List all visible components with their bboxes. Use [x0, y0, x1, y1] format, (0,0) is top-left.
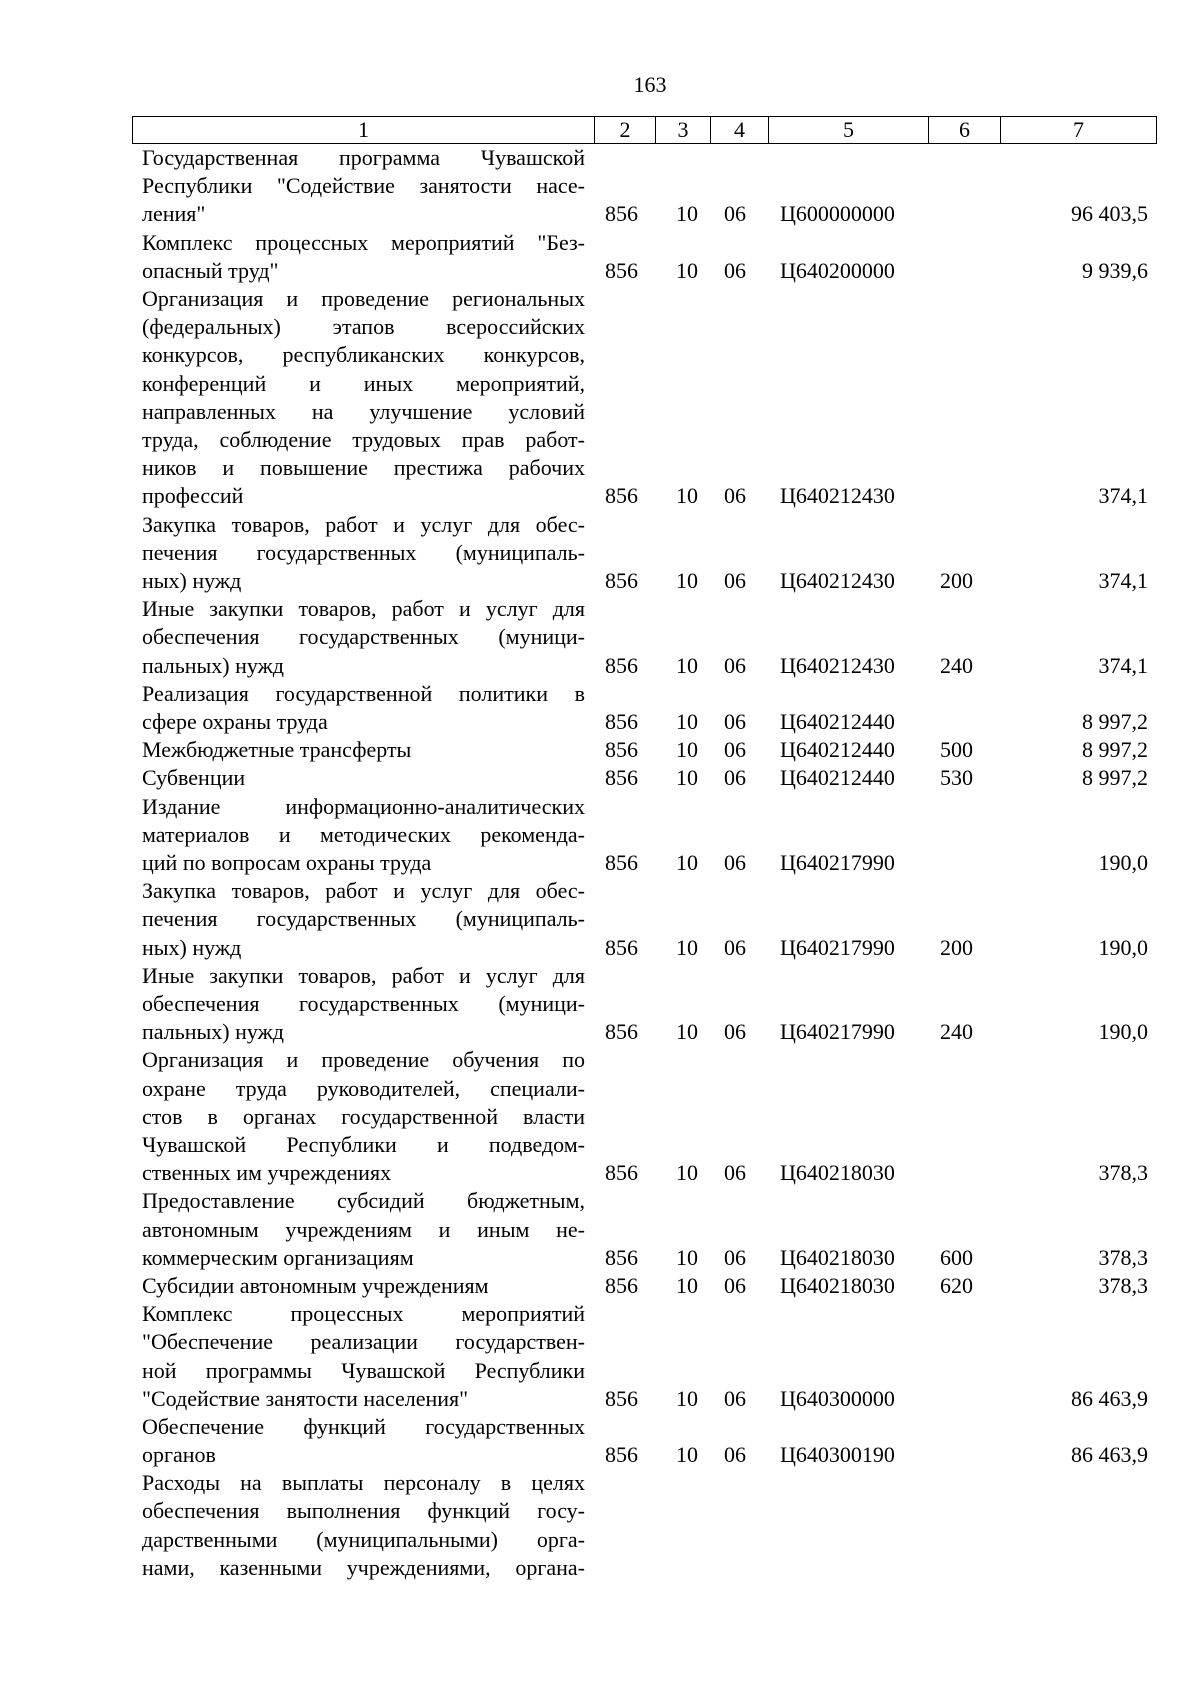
description-line: профессий — [142, 483, 244, 509]
subsection-code-cell: 06 — [724, 257, 746, 283]
amount-cell: 374,1 — [1098, 567, 1148, 593]
table-row — [0, 1300, 1200, 1413]
subsection-code-cell: 06 — [724, 483, 746, 509]
description-line: "Обеспечение реализации государствен- — [142, 1329, 585, 1355]
expense-type-code-cell: 240 — [940, 652, 973, 678]
row-description — [142, 793, 585, 878]
row-description — [142, 1413, 585, 1469]
column-header-2: 2 — [595, 117, 656, 144]
ministry-code-cell: 856 — [605, 1442, 638, 1468]
ministry-code-cell: 856 — [605, 849, 638, 875]
subsection-code-cell: 06 — [724, 708, 746, 734]
description-line: Субвенции — [142, 765, 246, 791]
subsection-code-cell: 06 — [724, 849, 746, 875]
description-line: материалов и методических рекоменда- — [142, 821, 585, 847]
subsection-code-cell: 06 — [724, 1244, 746, 1270]
target-article-code-cell: Ц600000000 — [780, 201, 895, 227]
section-code-cell: 10 — [676, 652, 698, 678]
table-row — [0, 1469, 1200, 1582]
ministry-code-cell: 856 — [605, 567, 638, 593]
description-line: ных) нужд — [142, 934, 242, 960]
description-line: ных) нужд — [142, 567, 242, 593]
row-description — [142, 1469, 585, 1582]
expense-type-code-cell: 600 — [940, 1244, 973, 1270]
ministry-code-cell: 856 — [605, 1272, 638, 1298]
table-row — [0, 793, 1200, 878]
section-code-cell: 10 — [676, 567, 698, 593]
description-line: коммерческим организациям — [142, 1244, 414, 1270]
description-line: ственных им учреждениях — [142, 1160, 392, 1186]
column-header-6: 6 — [929, 117, 1001, 144]
description-line: обеспечения государственных (муници- — [142, 990, 585, 1016]
section-code-cell: 10 — [676, 483, 698, 509]
ministry-code-cell: 856 — [605, 737, 638, 763]
description-line: Реализация государственной политики в — [142, 680, 585, 706]
ministry-code-cell: 856 — [605, 483, 638, 509]
subsection-code-cell: 06 — [724, 737, 746, 763]
column-header-3: 3 — [656, 117, 711, 144]
expense-type-code-cell: 500 — [940, 737, 973, 763]
amount-cell: 9 939,6 — [1082, 257, 1148, 283]
description-line: обеспечения государственных (муници- — [142, 624, 585, 650]
row-description — [142, 595, 585, 680]
description-line: печения государственных (муниципаль- — [142, 539, 585, 565]
table-row — [0, 511, 1200, 596]
target-article-code-cell: Ц640212430 — [780, 483, 895, 509]
section-code-cell: 10 — [676, 1019, 698, 1045]
ministry-code-cell: 856 — [605, 257, 638, 283]
description-line: Иные закупки товаров, работ и услуг для — [142, 962, 585, 988]
subsection-code-cell: 06 — [724, 1019, 746, 1045]
description-line: Закупка товаров, работ и услуг для обес- — [142, 878, 585, 904]
ministry-code-cell: 856 — [605, 1385, 638, 1411]
amount-cell: 8 997,2 — [1082, 708, 1148, 734]
subsection-code-cell: 06 — [724, 1385, 746, 1411]
subsection-code-cell: 06 — [724, 201, 746, 227]
ministry-code-cell: 856 — [605, 1160, 638, 1186]
target-article-code-cell: Ц640200000 — [780, 257, 895, 283]
amount-cell: 190,0 — [1098, 934, 1148, 960]
description-line: Расходы на выплаты персоналу в целях — [142, 1470, 585, 1496]
amount-cell: 190,0 — [1098, 1019, 1148, 1045]
column-header-5: 5 — [769, 117, 929, 144]
description-line: пальных) нужд — [142, 1019, 285, 1045]
target-article-code-cell: Ц640218030 — [780, 1244, 895, 1270]
amount-cell: 378,3 — [1098, 1244, 1148, 1270]
description-line: органов — [142, 1442, 216, 1468]
section-code-cell: 10 — [676, 1442, 698, 1468]
amount-cell: 374,1 — [1098, 652, 1148, 678]
row-description — [142, 229, 585, 285]
target-article-code-cell: Ц640217990 — [780, 849, 895, 875]
subsection-code-cell: 06 — [724, 1160, 746, 1186]
row-description — [142, 144, 585, 229]
row-description — [142, 736, 585, 764]
description-line: конкурсов, республиканских конкурсов, — [142, 342, 585, 368]
ministry-code-cell: 856 — [605, 1244, 638, 1270]
target-article-code-cell: Ц640217990 — [780, 1019, 895, 1045]
row-description — [142, 1272, 585, 1300]
column-header-4: 4 — [711, 117, 769, 144]
expense-type-code-cell: 200 — [940, 934, 973, 960]
description-line: Предоставление субсидий бюджетным, — [142, 1188, 585, 1214]
table-row — [0, 877, 1200, 962]
row-description — [142, 877, 585, 962]
description-line: стов в органах государственной власти — [142, 1103, 585, 1129]
description-line: ций по вопросам охраны труда — [142, 849, 432, 875]
expense-type-code-cell: 240 — [940, 1019, 973, 1045]
section-code-cell: 10 — [676, 1160, 698, 1186]
amount-cell: 8 997,2 — [1082, 737, 1148, 763]
description-line: Чувашской Республики и подведом- — [142, 1131, 585, 1157]
description-line: охране труда руководителей, специали- — [142, 1075, 585, 1101]
target-article-code-cell: Ц640212440 — [780, 708, 895, 734]
ministry-code-cell: 856 — [605, 201, 638, 227]
description-line: опасный труд" — [142, 257, 279, 283]
expense-type-code-cell: 530 — [940, 765, 973, 791]
amount-cell: 378,3 — [1098, 1272, 1148, 1298]
target-article-code-cell: Ц640300190 — [780, 1442, 895, 1468]
description-line: обеспечения выполнения функций госу- — [142, 1498, 585, 1524]
page-number: 163 — [633, 72, 667, 97]
description-line: "Содействие занятости населения" — [142, 1385, 469, 1411]
description-line: Субсидии автономным учреждениям — [142, 1272, 489, 1298]
section-code-cell: 10 — [676, 257, 698, 283]
section-code-cell: 10 — [676, 201, 698, 227]
description-line: Организация и проведение обучения по — [142, 1047, 585, 1073]
row-description — [142, 680, 585, 736]
description-line: Государственная программа Чувашской — [142, 145, 585, 170]
amount-cell: 374,1 — [1098, 483, 1148, 509]
ministry-code-cell: 856 — [605, 708, 638, 734]
table-row — [0, 229, 1200, 285]
target-article-code-cell: Ц640300000 — [780, 1385, 895, 1411]
row-description — [142, 511, 585, 596]
description-line: дарственными (муниципальными) орга- — [142, 1526, 585, 1552]
expense-type-code-cell: 200 — [940, 567, 973, 593]
description-line: печения государственных (муниципаль- — [142, 906, 585, 932]
row-description — [142, 1046, 585, 1187]
description-line: ной программы Чувашской Республики — [142, 1357, 585, 1383]
ministry-code-cell: 856 — [605, 765, 638, 791]
column-header-7: 7 — [1001, 117, 1157, 144]
description-line: пальных) нужд — [142, 652, 285, 678]
description-line: труда, соблюдение трудовых прав работ- — [142, 427, 585, 452]
amount-cell: 378,3 — [1098, 1160, 1148, 1186]
table-row — [0, 1272, 1200, 1300]
description-line: ления" — [142, 201, 206, 227]
description-line: Межбюджетные трансферты — [142, 737, 412, 763]
target-article-code-cell: Ц640212440 — [780, 765, 895, 791]
column-header-1: 1 — [133, 117, 595, 144]
section-code-cell: 10 — [676, 765, 698, 791]
ministry-code-cell: 856 — [605, 652, 638, 678]
description-line: автономным учреждениям и иным не- — [142, 1216, 585, 1242]
ministry-code-cell: 856 — [605, 934, 638, 960]
section-code-cell: 10 — [676, 1272, 698, 1298]
target-article-code-cell: Ц640212430 — [780, 567, 895, 593]
table-row — [0, 144, 1200, 229]
section-code-cell: 10 — [676, 708, 698, 734]
description-line: (федеральных) этапов всероссийских — [142, 314, 585, 340]
row-description — [142, 962, 585, 1047]
description-line: Закупка товаров, работ и услуг для обес- — [142, 511, 585, 537]
description-line: Обеспечение функций государственных — [142, 1413, 585, 1439]
amount-cell: 190,0 — [1098, 849, 1148, 875]
column-header-row — [132, 116, 1157, 144]
description-line: направленных на улучшение условий — [142, 398, 585, 424]
row-description — [142, 1300, 585, 1413]
table-row — [0, 764, 1200, 792]
subsection-code-cell: 06 — [724, 652, 746, 678]
amount-cell: 8 997,2 — [1082, 765, 1148, 791]
subsection-code-cell: 06 — [724, 765, 746, 791]
expense-type-code-cell: 620 — [940, 1272, 973, 1298]
table-row — [0, 1046, 1200, 1187]
section-code-cell: 10 — [676, 934, 698, 960]
subsection-code-cell: 06 — [724, 567, 746, 593]
section-code-cell: 10 — [676, 737, 698, 763]
ministry-code-cell: 856 — [605, 1019, 638, 1045]
target-article-code-cell: Ц640217990 — [780, 934, 895, 960]
subsection-code-cell: 06 — [724, 1272, 746, 1298]
table-row — [0, 1187, 1200, 1272]
description-line: Иные закупки товаров, работ и услуг для — [142, 596, 585, 622]
description-line: Издание информационно-аналитических — [142, 793, 585, 819]
target-article-code-cell: Ц640212440 — [780, 737, 895, 763]
target-article-code-cell: Ц640218030 — [780, 1160, 895, 1186]
description-line: сфере охраны труда — [142, 708, 328, 734]
description-line: конференций и иных мероприятий, — [142, 370, 585, 396]
table-row — [0, 1413, 1200, 1469]
subsection-code-cell: 06 — [724, 1442, 746, 1468]
section-code-cell: 10 — [676, 849, 698, 875]
description-line: Организация и проведение региональных — [142, 285, 585, 311]
target-article-code-cell: Ц640212430 — [780, 652, 895, 678]
description-line: Республики "Содействие занятости насе- — [142, 173, 585, 199]
description-line: Комплекс процессных мероприятий — [142, 1301, 585, 1327]
row-description — [142, 1187, 585, 1272]
subsection-code-cell: 06 — [724, 934, 746, 960]
description-line: ников и повышение престижа рабочих — [142, 455, 585, 481]
amount-cell: 86 463,9 — [1071, 1442, 1148, 1468]
row-description — [142, 285, 585, 511]
target-article-code-cell: Ц640218030 — [780, 1272, 895, 1298]
description-line: нами, казенными учреждениями, органа- — [142, 1554, 585, 1580]
amount-cell: 96 403,5 — [1071, 201, 1148, 227]
description-line: Комплекс процессных мероприятий "Без- — [142, 229, 585, 255]
table-row — [0, 736, 1200, 764]
table-row — [0, 595, 1200, 680]
section-code-cell: 10 — [676, 1244, 698, 1270]
table-row — [0, 962, 1200, 1047]
table-row — [0, 285, 1200, 511]
budget-table-body — [0, 144, 1200, 1582]
table-row — [0, 680, 1200, 736]
section-code-cell: 10 — [676, 1385, 698, 1411]
row-description — [142, 764, 585, 792]
amount-cell: 86 463,9 — [1071, 1385, 1148, 1411]
